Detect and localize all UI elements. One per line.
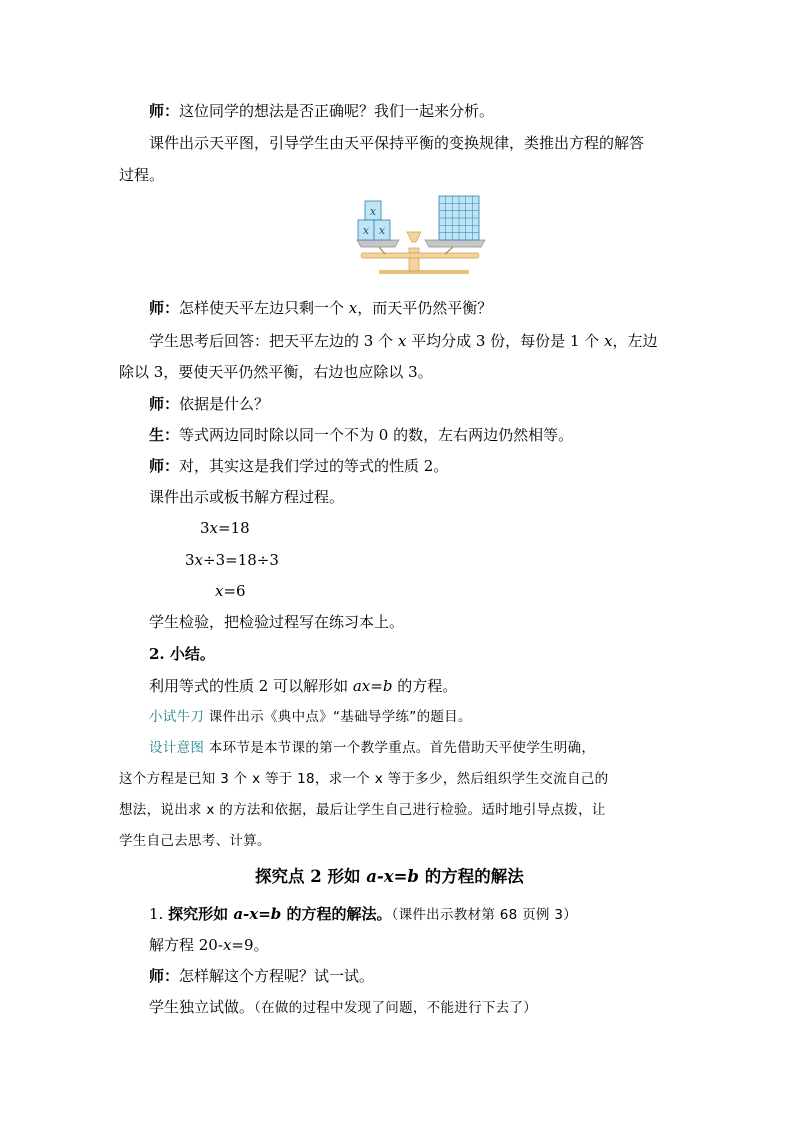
paragraph-teacher-question-1: 师：这位同学的想法是否正确呢？我们一起来分析。 [149, 102, 495, 120]
paragraph-summary: 利用等式的性质 2 可以解形如 ax=b 的方程。 [149, 677, 458, 695]
paragraph-teacher-confirm: 师：对，其实这是我们学过的等式的性质 2。 [149, 457, 449, 475]
scale-beam [361, 253, 479, 258]
paragraph-courseware-line1: 课件出示天平图，引导学生由天平保持平衡的变换规律，类推出方程的解答 [149, 134, 645, 152]
design-intent-line3: 想法，说出求 x 的方法和依据，最后让学生自己进行检验。适时地引导点拨，让 [119, 802, 606, 818]
paragraph-explore-task: 1. 探究形如 a-x=b 的方程的解法。（课件出示教材第 68 页例 3） [149, 905, 578, 923]
paragraph-teacher-prompt: 师：怎样解这个方程呢？试一试。 [149, 967, 375, 985]
scale-post [409, 248, 419, 271]
svg-text:x: x [362, 224, 370, 237]
paragraph-solve-equation: 解方程 20-x=9。 [149, 936, 269, 954]
paragraph-student-reply: 生：等式两边同时除以同一个不为 0 的数，左右两边仍然相等。 [149, 426, 574, 444]
svg-text:x: x [369, 205, 377, 218]
unknown-cube-bottom-right [374, 220, 390, 240]
paragraph-student-check: 学生检验，把检验过程写在练习本上。 [149, 613, 405, 631]
equation-step-3: x=6 [215, 582, 246, 600]
paragraph-courseware-line2: 过程。 [119, 166, 165, 184]
balance-scale-figure [355, 194, 515, 276]
right-pan [425, 240, 485, 247]
paragraph-teacher-question-3: 师：依据是什么？ [149, 395, 270, 413]
paragraph-student-answer-line1: 学生思考后回答：把天平左边的 3 个 x 平均分成 3 份，每份是 1 个 x，左边 [149, 332, 658, 350]
scale-pointer [407, 232, 421, 242]
paragraph-student-attempt: 学生独立试做。（在做的过程中发现了问题，不能进行下去了） [149, 998, 538, 1016]
section-summary-heading: 2. 小结。 [149, 645, 215, 663]
equation-step-1: 3x=18 [200, 519, 250, 537]
section-heading-explore-2: 探究点 2 形如 a-x=b 的方程的解法 [255, 867, 524, 886]
paragraph-teacher-question-2: 师：怎样使天平左边只剩一个 x，而天平仍然平衡？ [149, 299, 493, 317]
svg-text:x: x [378, 224, 386, 237]
paragraph-board-process: 课件出示或板书解方程过程。 [149, 488, 345, 506]
unknown-cube-bottom-left [358, 220, 374, 240]
design-intent-line2: 这个方程是已知 3 个 x 等于 18，求一个 x 等于多少，然后组织学生交流自己的 [119, 771, 609, 787]
design-intent-line1: 设计意图 本环节是本节课的第一个教学重点。首先借助天平使学生明确， [149, 740, 596, 756]
equation-step-2: 3x÷3=18÷3 [185, 551, 279, 569]
unknown-cube-top [365, 201, 381, 220]
weight-block-stack [439, 196, 479, 240]
paragraph-practice: 小试牛刀 课件出示《典中点》“基础导学练”的题目。 [149, 709, 472, 725]
left-pan [357, 240, 399, 247]
design-intent-line4: 学生自己去思考、计算。 [119, 833, 271, 849]
paragraph-student-answer-line2: 除以 3，要使天平仍然平衡，右边也应除以 3。 [119, 363, 433, 381]
scale-base [379, 270, 469, 274]
